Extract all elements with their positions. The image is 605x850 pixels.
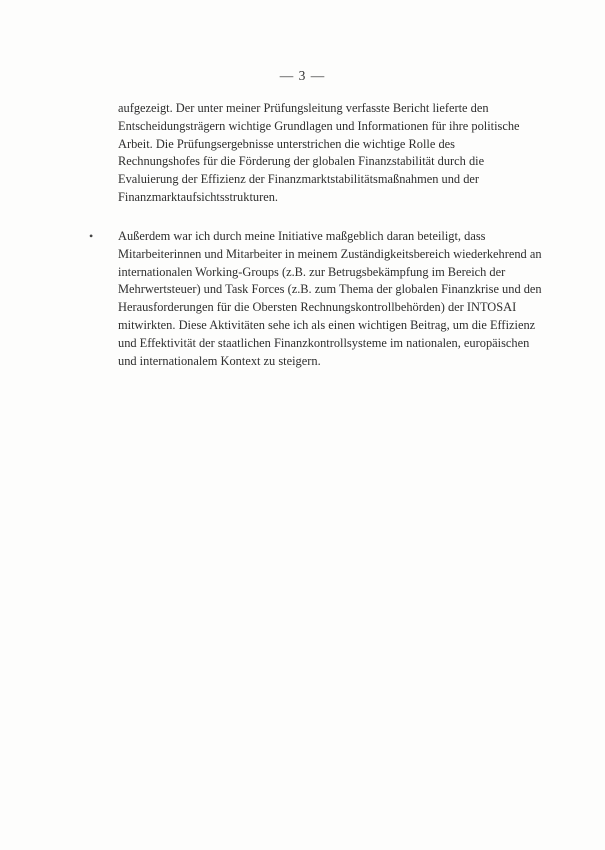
text-line: internationalen Working-Groups (z.B. zur Betrugsbekämpfung im Bereich der bbox=[118, 264, 506, 279]
paragraph-continuation bbox=[118, 100, 558, 207]
text-line: und internationalem Kontext zu steigern. bbox=[118, 353, 321, 368]
text-line: Finanzmarktaufsichtsstrukturen. bbox=[118, 189, 279, 204]
bullet-marker: • bbox=[89, 229, 94, 243]
text-line: Außerdem war ich durch meine Initiative maßgeblich daran beteiligt, dass bbox=[118, 229, 486, 243]
text-line: und Effektivität der staatlichen Finanzkontrollsysteme im nationalen, europäischen bbox=[118, 335, 530, 350]
text-line: Mitarbeiterinnen und Mitarbeiter in meinem Zuständigkeitsbereich wiederkehrend an bbox=[118, 246, 542, 261]
text-line: Arbeit. Die Prüfungsergebnisse unterstrichen die wichtige Rolle des bbox=[118, 136, 455, 151]
text-line: mitwirkten. Diese Aktivitäten sehe ich als einen wichtigen Beitrag, um die Effizienz bbox=[118, 317, 536, 332]
text-line: Entscheidungsträgern wichtige Grundlagen und Informationen für ihre politische bbox=[118, 118, 520, 133]
text-line: Herausforderungen für die Obersten Rechnungskontrollbehörden) der INTOSAI bbox=[118, 300, 517, 315]
text-line: aufgezeigt. Der unter meiner Prüfungsleitung verfasste Bericht lieferte den bbox=[118, 101, 489, 115]
page-number: — 3 — bbox=[279, 68, 326, 83]
bullet-paragraph bbox=[118, 228, 558, 370]
text-line: Rechnungshofes für die Förderung der globalen Finanzstabilität durch die bbox=[118, 154, 485, 169]
text-line: Evaluierung der Effizienz der Finanzmarktstabilitätsmaßnahmen und der bbox=[118, 172, 480, 187]
text-line: Mehrwertsteuer) und Task Forces (z.B. zum Thema der globalen Finanzkrise und den bbox=[118, 282, 542, 297]
